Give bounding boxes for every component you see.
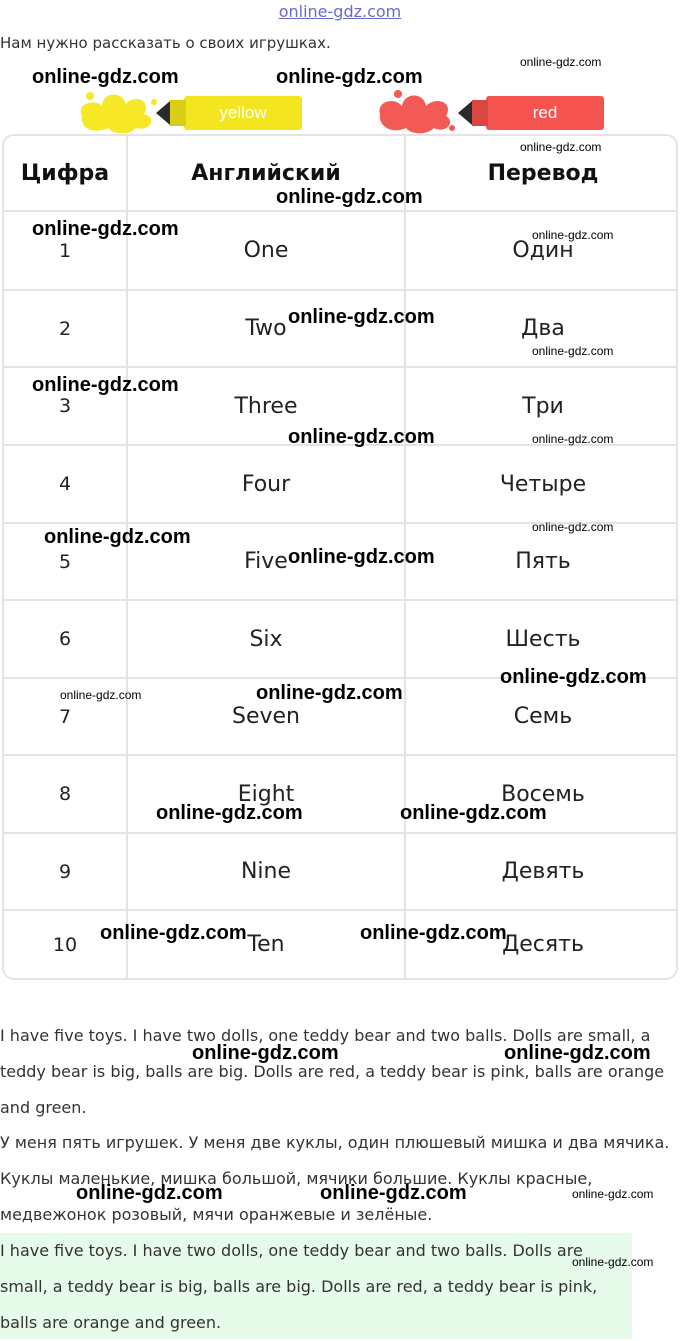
row-english: Five <box>244 549 288 574</box>
red-splash-icon <box>372 88 462 136</box>
marker-row <box>0 88 680 136</box>
yellow-marker <box>184 96 302 130</box>
site-link[interactable]: online-gdz.com <box>278 2 402 21</box>
watermark: online-gdz.com <box>532 520 614 534</box>
row-digit: 3 <box>58 395 72 417</box>
header-digit: Цифра <box>20 160 110 186</box>
row-digit: 9 <box>58 860 72 883</box>
red-marker-label: red <box>532 103 558 122</box>
row-digit: 1 <box>58 239 72 262</box>
header-english: Английский <box>191 160 341 186</box>
yellow-splash-icon <box>72 88 162 136</box>
watermark: online-gdz.com <box>360 922 507 944</box>
watermark: online-gdz.com <box>400 802 547 824</box>
watermark: online-gdz.com <box>192 1042 339 1064</box>
table-row <box>4 834 678 909</box>
russian-paragraph-2: Куклы маленькие, мишка большой, мячики большие. Куклы красные, медвежонок розовый, мячи оранжевые и зелёные. <box>0 1169 593 1224</box>
row-english: Nine <box>240 859 292 884</box>
row-digit: 8 <box>58 783 72 805</box>
watermark: online-gdz.com <box>276 186 423 208</box>
row-translation: Четыре <box>499 471 587 497</box>
yellow-marker-collar <box>170 100 186 126</box>
red-marker <box>486 96 604 130</box>
watermark: online-gdz.com <box>288 546 435 568</box>
row-digit: 5 <box>58 550 72 573</box>
watermark: online-gdz.com <box>532 344 614 358</box>
watermark: online-gdz.com <box>32 66 179 88</box>
watermark: online-gdz.com <box>32 218 179 240</box>
yellow-marker-tip-icon <box>156 101 170 125</box>
row-translation: Три <box>522 393 564 419</box>
yellow-marker-label: yellow <box>219 103 267 122</box>
watermark: online-gdz.com <box>100 922 247 944</box>
row-translation: Два <box>521 316 565 341</box>
watermark: online-gdz.com <box>288 426 435 448</box>
row-translation: Восемь <box>501 781 585 807</box>
row-english: Ten <box>247 932 285 957</box>
watermark: online-gdz.com <box>520 55 602 69</box>
watermark: online-gdz.com <box>256 682 403 704</box>
row-english: One <box>243 238 289 263</box>
row-translation: Девять <box>501 859 585 884</box>
watermark: online-gdz.com <box>276 66 423 88</box>
table-row <box>4 446 678 522</box>
watermark: online-gdz.com <box>532 432 614 446</box>
red-marker-tip-icon <box>458 101 472 125</box>
row-digit: 4 <box>58 473 72 495</box>
row-english: Four <box>241 471 291 497</box>
row-english: Three <box>234 393 298 419</box>
watermark: online-gdz.com <box>156 802 303 824</box>
row-translation: Пять <box>515 549 571 574</box>
russian-paragraph-1: У меня пять игрушек. У меня две куклы, один плюшевый мишка и два мячика. <box>0 1133 670 1152</box>
english-paragraph: I have five toys. I have two dolls, one teddy bear and two balls. Dolls are small, a teddy bear is big, balls are big. Dolls are red, a teddy bear is pink, balls are orange and green. <box>0 1026 665 1117</box>
watermark: online-gdz.com <box>320 1182 467 1204</box>
row-english: Seven <box>232 704 300 729</box>
row-translation: Шесть <box>505 626 581 652</box>
watermark: online-gdz.com <box>288 306 435 328</box>
watermark: online-gdz.com <box>500 666 647 688</box>
red-marker-collar <box>472 100 488 126</box>
row-digit: 6 <box>58 628 72 650</box>
watermark: online-gdz.com <box>60 688 142 702</box>
row-english: Two <box>245 316 287 341</box>
table-row <box>4 756 678 832</box>
row-digit: 2 <box>58 317 72 340</box>
row-translation: Один <box>512 238 574 263</box>
watermark: online-gdz.com <box>572 1187 654 1201</box>
watermark: online-gdz.com <box>44 526 191 548</box>
row-translation: Десять <box>502 932 584 957</box>
watermark: online-gdz.com <box>32 374 179 396</box>
row-english: Six <box>249 626 283 652</box>
header-translation: Перевод <box>487 160 599 186</box>
watermark: online-gdz.com <box>520 140 602 154</box>
english-highlighted-paragraph: I have five toys. I have two dolls, one teddy bear and two balls. Dolls are small, a teddy bear is big, balls are big. Dolls are red, a teddy bear is pink, balls are orange and green. <box>0 1241 598 1332</box>
row-digit: 7 <box>58 705 72 728</box>
watermark: online-gdz.com <box>76 1182 223 1204</box>
watermark: online-gdz.com <box>504 1042 651 1064</box>
intro-text: Нам нужно рассказать о своих игрушках. <box>0 34 331 52</box>
watermark: online-gdz.com <box>532 228 614 242</box>
row-translation: Семь <box>513 704 573 729</box>
watermark: online-gdz.com <box>572 1255 654 1269</box>
row-digit: 10 <box>52 933 78 956</box>
row-english: Eight <box>237 781 295 807</box>
